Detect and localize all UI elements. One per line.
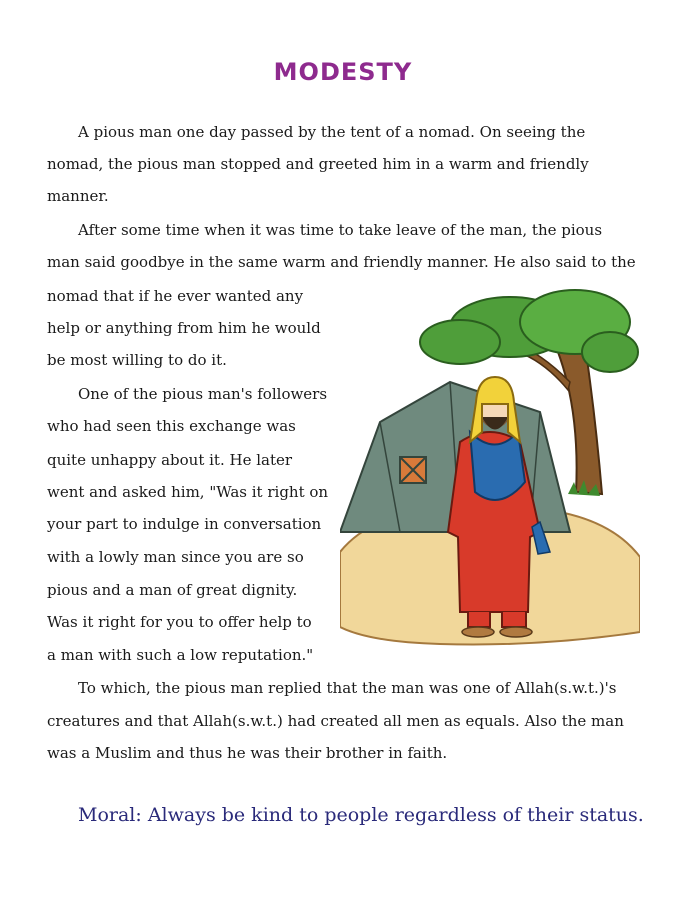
sandal-right (500, 627, 532, 637)
story-line: your part to indulge in conversation (47, 515, 322, 533)
moral-text: Moral: Always be kind to people regardless of their status. (78, 804, 644, 826)
story-line: nomad, the pious man stopped and greeted him in a warm and friendly (47, 155, 589, 173)
story-line: One of the pious man's followers (78, 385, 328, 403)
story-line: went and asked him, "Was it right on (47, 483, 329, 501)
story-line: with a lowly man since you are so (47, 548, 304, 566)
story-line: man said goodbye in the same warm and friendly manner. He also said to the (47, 253, 636, 271)
story-line: After some time when it was time to take leave of the man, the pious (78, 221, 603, 239)
story-line: be most willing to do it. (47, 351, 227, 369)
story-line: A pious man one day passed by the tent of a nomad. On seeing the (78, 123, 586, 141)
story-line: Was it right for you to offer help to (47, 613, 312, 631)
story-line: was a Muslim and thus he was their brother in faith. (47, 744, 448, 762)
story-illustration (340, 282, 640, 652)
story-line: manner. (47, 187, 109, 205)
story-line: who had seen this exchange was (47, 417, 296, 435)
tree-trunk (558, 352, 602, 494)
page-title: MODESTY (273, 58, 413, 86)
story-line: help or anything from him he would (47, 319, 321, 337)
story-line: To which, the pious man replied that the man was one of Allah(s.w.t.)'s (78, 679, 617, 697)
story-line: quite unhappy about it. He later (47, 451, 293, 469)
tree-foliage (420, 290, 638, 372)
story-line: creatures and that Allah(s.w.t.) had created all men as equals. Also the man (47, 712, 624, 730)
story-line: nomad that if he ever wanted any (47, 287, 304, 305)
story-line: a man with such a low reputation." (47, 646, 314, 664)
sandal-left (462, 627, 494, 637)
story-line: pious and a man of great dignity. (47, 581, 298, 599)
